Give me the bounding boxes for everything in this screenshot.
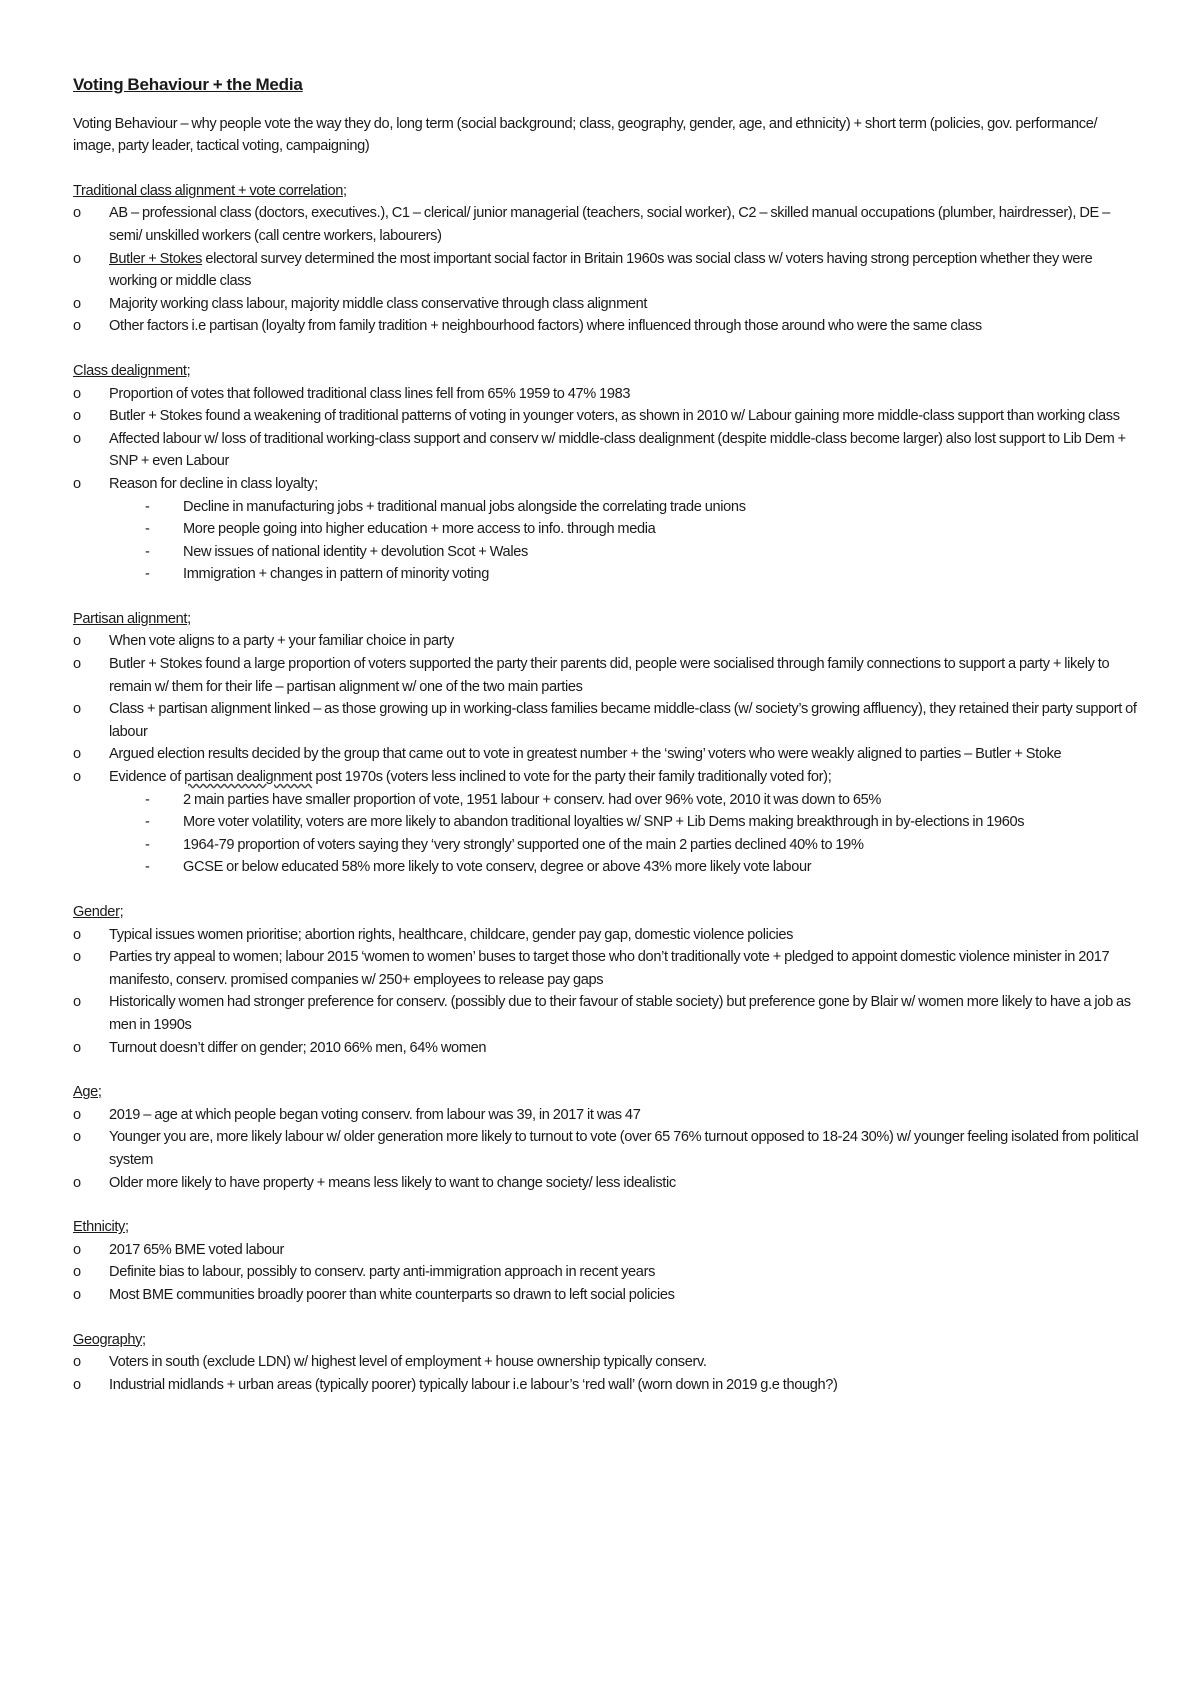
list-item <box>73 946 1140 991</box>
list-item <box>73 315 1140 338</box>
bullet-icon: o <box>73 1354 81 1371</box>
sub-list-item-text: New issues of national identity + devolution Scot + Wales <box>183 543 528 560</box>
list-item <box>73 1172 1140 1195</box>
section-gender <box>73 901 1140 1059</box>
bullet-icon: o <box>73 769 81 786</box>
bullet-icon: o <box>73 1039 81 1056</box>
sub-list-item <box>73 563 1140 586</box>
underlined-text: partisan dealignment <box>184 769 313 786</box>
list-item-text: Argued election results decided by the group that came out to vote in greatest number + the ‘swing’ voters who were weakly aligned to parties – Butler + Stoke <box>109 746 1062 763</box>
bullet-icon: o <box>73 1129 81 1146</box>
list-item-text: Typical issues women prioritise; abortion rights, healthcare, childcare, gender pay gap, domestic violence policies <box>109 926 794 943</box>
bullet-icon: o <box>73 205 81 222</box>
dash-icon: - <box>145 498 150 515</box>
bullet-icon: o <box>73 408 81 425</box>
list-item <box>73 473 1140 496</box>
list-item <box>73 202 1140 247</box>
sub-list-item-text: 2 main parties have smaller proportion of vote, 1951 labour + conserv. had over 96% vote, 2010 it was down to 65% <box>183 791 882 808</box>
list-item <box>73 630 1140 653</box>
list-item-text: electoral survey determined the most important social factor in Britain 1960s was social class w/ voters having strong perception whether they were working or middle class <box>109 250 1093 290</box>
list-item-text: Class + partisan alignment linked – as those growing up in working-class families became middle-class (w/ society’s growing affluency), they retained their party support of labour <box>109 701 1137 740</box>
list-item-text: Butler + Stokes found a weakening of traditional patterns of voting in younger voters, as shown in 2010 w/ Labour gaining more middle-class support than working class <box>109 408 1120 425</box>
list-item-text: Turnout doesn’t differ on gender; 2010 66% men, 64% women <box>109 1039 487 1056</box>
underlined-text: Butler + Stokes <box>109 250 203 267</box>
list-item <box>73 1239 1140 1262</box>
list-item-text: 2019 – age at which people began voting conserv. from labour was 39, in 2017 it was 47 <box>109 1106 641 1123</box>
list-item-text: 2017 65% BME voted labour <box>109 1241 285 1258</box>
list-item <box>73 405 1140 428</box>
list-item <box>73 1037 1140 1060</box>
list-item-text: Evidence of <box>109 769 185 786</box>
sub-list-item <box>73 541 1140 564</box>
dash-icon: - <box>145 859 150 876</box>
list-item <box>73 743 1140 766</box>
section-heading: Ethnicity; <box>73 1219 129 1236</box>
sub-list-item-text: 1964-79 proportion of voters saying they ‘very strongly’ supported one of the main 2 parties declined 40% to 19% <box>183 836 864 853</box>
list-item <box>73 383 1140 406</box>
list-item <box>73 1104 1140 1127</box>
bullet-icon: o <box>73 994 81 1011</box>
section-heading: Gender; <box>73 904 124 920</box>
bullet-icon: o <box>73 1241 81 1258</box>
sub-list-item <box>73 811 1140 834</box>
list-item-text: Older more likely to have property + means less likely to want to change society/ less idealistic <box>109 1174 676 1191</box>
dash-icon: - <box>145 814 150 831</box>
list-item-text: post 1970s (voters less inclined to vote for the party their family traditionally voted for); <box>312 769 832 786</box>
document-title: Voting Behaviour + the Media <box>73 75 303 94</box>
list-item <box>73 653 1140 698</box>
section-geography <box>73 1329 1140 1397</box>
list-item-text: Historically women had stronger preference for conserv. (possibly due to their favour of stable society) but preference gone by Blair w/ women more likely to have a job as men in 1990s <box>109 994 1131 1033</box>
list-item-text: Definite bias to labour, possibly to conserv. party anti-immigration approach in recent years <box>109 1264 656 1281</box>
bullet-icon: o <box>73 633 81 650</box>
section-heading: Partisan alignment; <box>73 610 191 627</box>
list-item <box>73 1351 1140 1374</box>
section-class-dealignment <box>73 360 1140 586</box>
list-item-text: Proportion of votes that followed traditional class lines fell from 65% 1959 to 47% 1983 <box>109 385 631 402</box>
list-item-text: Younger you are, more likely labour w/ older generation more likely to turnout to vote (over 65 76% turnout opposed to 18-24 30%) w/ younger feeling isolated from political system <box>109 1129 1139 1168</box>
list-item-text: Industrial midlands + urban areas (typically poorer) typically labour i.e labour’s ‘red wall’ (worn down in 2019 g.e though?) <box>109 1376 838 1393</box>
dash-icon: - <box>145 543 150 560</box>
intro-paragraph: Voting Behaviour – why people vote the way they do, long term (social background; class, geography, gender, age, and ethnicity) + short term (policies, gov. performance/ image, party leader, tactical voting, campaigning) <box>73 115 1098 155</box>
bullet-icon: o <box>73 949 81 966</box>
bullet-icon: o <box>73 318 81 335</box>
bullet-icon: o <box>73 926 81 943</box>
section-heading: Geography; <box>73 1331 146 1348</box>
bullet-icon: o <box>73 701 81 718</box>
list-item-text: Affected labour w/ loss of traditional working-class support and conserv w/ middle-class dealignment (despite middle-class become larger) also lost support to Lib Dem + SNP + even Labour <box>109 430 1126 470</box>
list-item-text: Butler + Stokes found a large proportion of voters supported the party their parents did, people were socialised through family connections to support a party + likely to remain w/ them for their life – partisan alignment w/ one of the two main parties <box>109 656 1110 695</box>
bullet-icon: o <box>73 656 81 673</box>
sub-list-item-text: GCSE or below educated 58% more likely to vote conserv, degree or above 43% more likely vote labour <box>183 859 812 876</box>
list-item <box>73 1261 1140 1284</box>
dash-icon: - <box>145 836 150 853</box>
bullet-icon: o <box>73 1106 81 1123</box>
bullet-icon: o <box>73 1264 81 1281</box>
list-item-text: Voters in south (exclude LDN) w/ highest level of employment + house ownership typically conserv. <box>109 1354 707 1371</box>
dash-icon: - <box>145 566 150 583</box>
section-age <box>73 1081 1140 1194</box>
bullet-icon: o <box>73 746 81 763</box>
sub-list-item-text: More people going into higher education + more access to info. through media <box>183 521 656 538</box>
list-item-text: Parties try appeal to women; labour 2015 ‘women to women’ buses to target those who don’t traditionally vote + pledged to appoint domestic violence minister in 2017 manifesto, conserv. promised companies w/ 250+ employees to release pay gaps <box>109 949 1110 988</box>
list-item <box>73 248 1140 293</box>
list-item-text: Majority working class labour, majority middle class conservative through class alignment <box>109 295 648 312</box>
bullet-icon: o <box>73 475 81 492</box>
list-item-text: Other factors i.e partisan (loyalty from family tradition + neighbourhood factors) where influenced through those around who were the same class <box>109 318 982 335</box>
sub-list-item <box>73 834 1140 857</box>
bullet-icon: o <box>73 1174 81 1191</box>
dash-icon: - <box>145 521 150 538</box>
sub-list-item <box>73 789 1140 812</box>
section-partisan-alignment <box>73 608 1140 879</box>
list-item <box>73 766 1140 789</box>
section-traditional-class-alignment <box>73 180 1140 338</box>
section-heading: Class dealignment; <box>73 362 191 379</box>
list-item-text: AB – professional class (doctors, executives.), C1 – clerical/ junior managerial (teachers, social worker), C2 – skilled manual occupations (plumber, hairdresser), DE – semi/ unskilled workers (call centre workers, labourers) <box>109 205 1110 244</box>
bullet-icon: o <box>73 1376 81 1393</box>
sub-list-item-text: Immigration + changes in pattern of minority voting <box>183 566 489 583</box>
bullet-icon: o <box>73 385 81 402</box>
bullet-icon: o <box>73 1286 81 1303</box>
section-ethnicity <box>73 1216 1140 1306</box>
list-item <box>73 698 1140 743</box>
list-item <box>73 1374 1140 1397</box>
sub-list-item-text: Decline in manufacturing jobs + traditional manual jobs alongside the correlating trade unions <box>183 498 746 515</box>
list-item-text: Reason for decline in class loyalty; <box>109 475 318 492</box>
sub-list-item <box>73 856 1140 879</box>
dash-icon: - <box>145 791 150 808</box>
list-item <box>73 924 1140 947</box>
list-item <box>73 1126 1140 1171</box>
sub-list-item <box>73 496 1140 519</box>
list-item-text: Most BME communities broadly poorer than white counterparts so drawn to left social policies <box>109 1286 675 1303</box>
bullet-icon: o <box>73 430 81 447</box>
list-item <box>73 428 1140 473</box>
list-item <box>73 293 1140 316</box>
list-item <box>73 991 1140 1036</box>
list-item-text: When vote aligns to a party + your familiar choice in party <box>109 633 454 650</box>
sub-list-item-text: More voter volatility, voters are more likely to abandon traditional loyalties w/ SNP + Lib Dems making breakthrough in by-elections in 1960s <box>183 814 1025 831</box>
bullet-icon: o <box>73 250 81 267</box>
bullet-icon: o <box>73 295 81 312</box>
list-item <box>73 1284 1140 1307</box>
section-heading: Age; <box>73 1084 102 1101</box>
sub-list-item <box>73 518 1140 541</box>
section-heading: Traditional class alignment + vote correlation; <box>73 182 347 199</box>
